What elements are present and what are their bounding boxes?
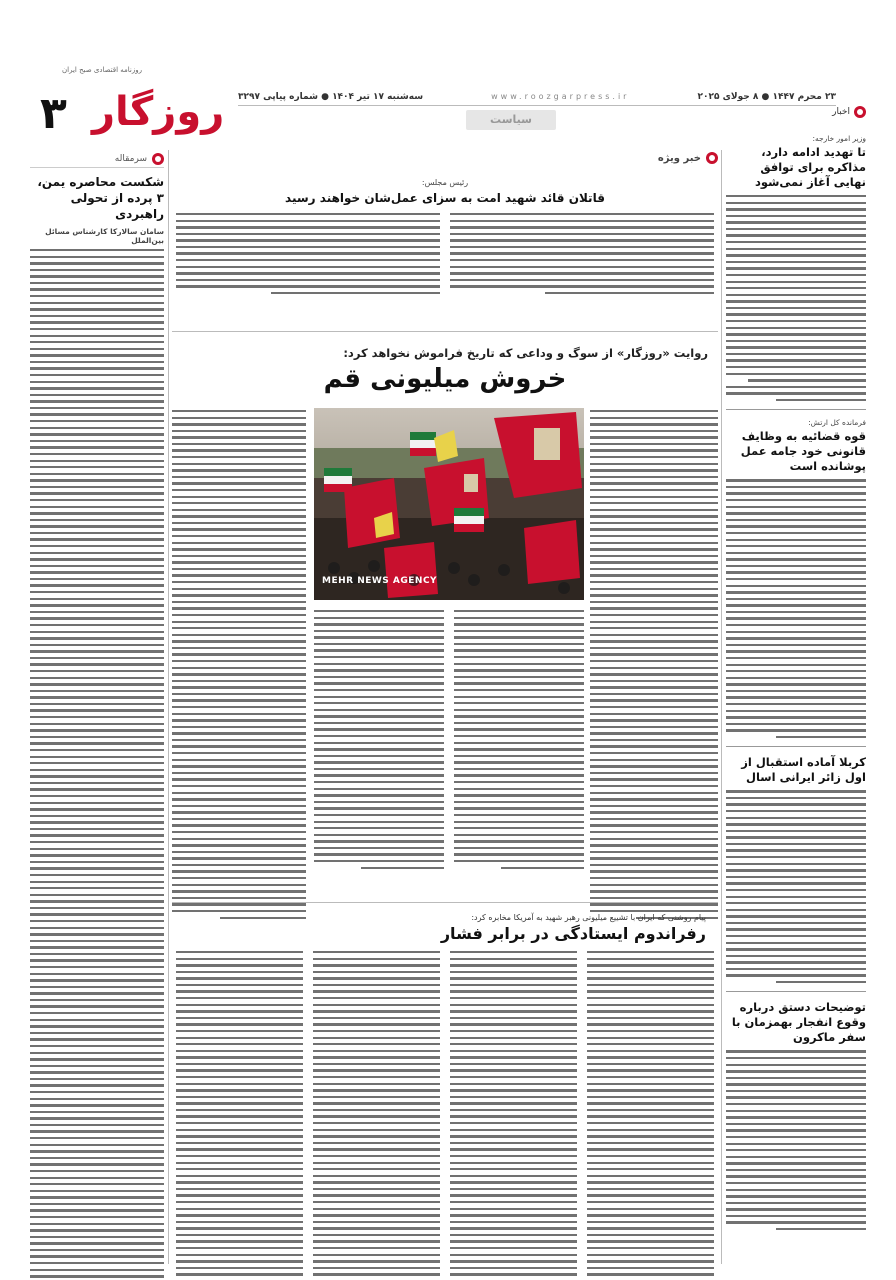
column-divider bbox=[721, 150, 722, 1264]
special-news-kicker: رئیس مجلس: bbox=[421, 178, 469, 187]
editorial-author: سامان سالارکا کارشناس مسائل بین‌الملل bbox=[45, 227, 164, 245]
news-body bbox=[726, 195, 866, 401]
red-circle-icon bbox=[152, 153, 164, 165]
news-headline: کربلا آماده استقبال از اول زائر ایرانی اسال bbox=[741, 755, 866, 785]
date-text: ۲۳ محرم ۱۴۴۷ ● ۸ جولای ۲۰۲۵ bbox=[697, 91, 836, 102]
dateline bbox=[238, 88, 836, 106]
feature-body-mid-right bbox=[454, 610, 584, 873]
feature-body-right bbox=[590, 410, 718, 923]
bottom-story bbox=[172, 902, 718, 1264]
news-body bbox=[726, 790, 866, 983]
crowd-photo-image bbox=[314, 408, 584, 600]
section-badge: سیاست bbox=[466, 110, 556, 130]
news-headline: قوه قضائیه به وظایف قانونی خود جامه عمل پوشانده است bbox=[740, 429, 866, 474]
issue-text: سه‌شنبه ۱۷ تیر ۱۴۰۴ ● شماره پیاپی ۳۲۹۷ bbox=[238, 91, 424, 102]
editorial-headline: شکست محاصره یمن، ۳ پرده از تحولی راهبردی bbox=[37, 175, 164, 221]
divider bbox=[726, 991, 866, 992]
feature-body-left bbox=[172, 410, 306, 923]
feature-body-mid-left bbox=[314, 610, 444, 873]
news-body bbox=[726, 479, 866, 738]
left-editorial-column bbox=[30, 150, 164, 1264]
special-news-label: خبر ویژه bbox=[657, 152, 701, 164]
red-circle-icon bbox=[854, 106, 866, 118]
news-kicker: فرمانده کل ارتش: bbox=[808, 418, 866, 428]
akhbar-tab bbox=[832, 106, 866, 118]
tagline: روزنامه اقتصادی صبح ایران bbox=[62, 66, 143, 74]
photo-watermark: MEHR NEWS AGENCY bbox=[322, 576, 438, 586]
feature-title: خروش میلیونی قم bbox=[323, 364, 567, 394]
special-news-box bbox=[172, 150, 718, 332]
website-text: www.roozgarpress.ir bbox=[491, 92, 630, 101]
editorial-body bbox=[30, 249, 164, 1280]
special-news-body bbox=[172, 213, 718, 299]
column-divider bbox=[168, 150, 169, 1264]
feature-kicker: روایت «روزگار» از سوگ و وداعی که تاریخ فراموش نخواهد کرد: bbox=[343, 346, 708, 360]
editorial-tab bbox=[30, 150, 164, 168]
news-headline: تا تهدید ادامه دارد، مذاکره برای توافق نهایی آغاز نمی‌شود bbox=[754, 145, 866, 189]
news-body bbox=[726, 1050, 866, 1230]
divider bbox=[726, 409, 866, 410]
news-kicker: وزیر امور خارجه: bbox=[812, 134, 866, 143]
special-news-header bbox=[172, 150, 718, 166]
newspaper-logo: روزگار bbox=[92, 89, 225, 135]
special-news-headline: قاتلان قائد شهید امت به سزای عمل‌شان خواهند رسید bbox=[285, 191, 605, 205]
bottom-story-body bbox=[172, 951, 718, 1280]
red-circle-icon bbox=[706, 152, 718, 164]
right-news-column bbox=[726, 128, 866, 1264]
bottom-kicker: پیام روشنی که ایران با تشییع میلیونی رهبر شهید به آمریکا مخابره کرد: bbox=[471, 913, 706, 922]
center-content bbox=[172, 150, 718, 1264]
bottom-headline: رفراندوم ایستادگی در برابر فشار bbox=[440, 924, 706, 943]
editorial-label: سرمقاله bbox=[114, 153, 147, 164]
page-number: ۳ bbox=[40, 88, 67, 139]
divider bbox=[726, 746, 866, 747]
akhbar-label: اخبار bbox=[832, 107, 850, 117]
crowd-photo bbox=[314, 408, 584, 600]
news-headline: توضیحات دستق درباره وقوع انفجار بهمزمان با سفر ماکرون bbox=[731, 1000, 866, 1045]
